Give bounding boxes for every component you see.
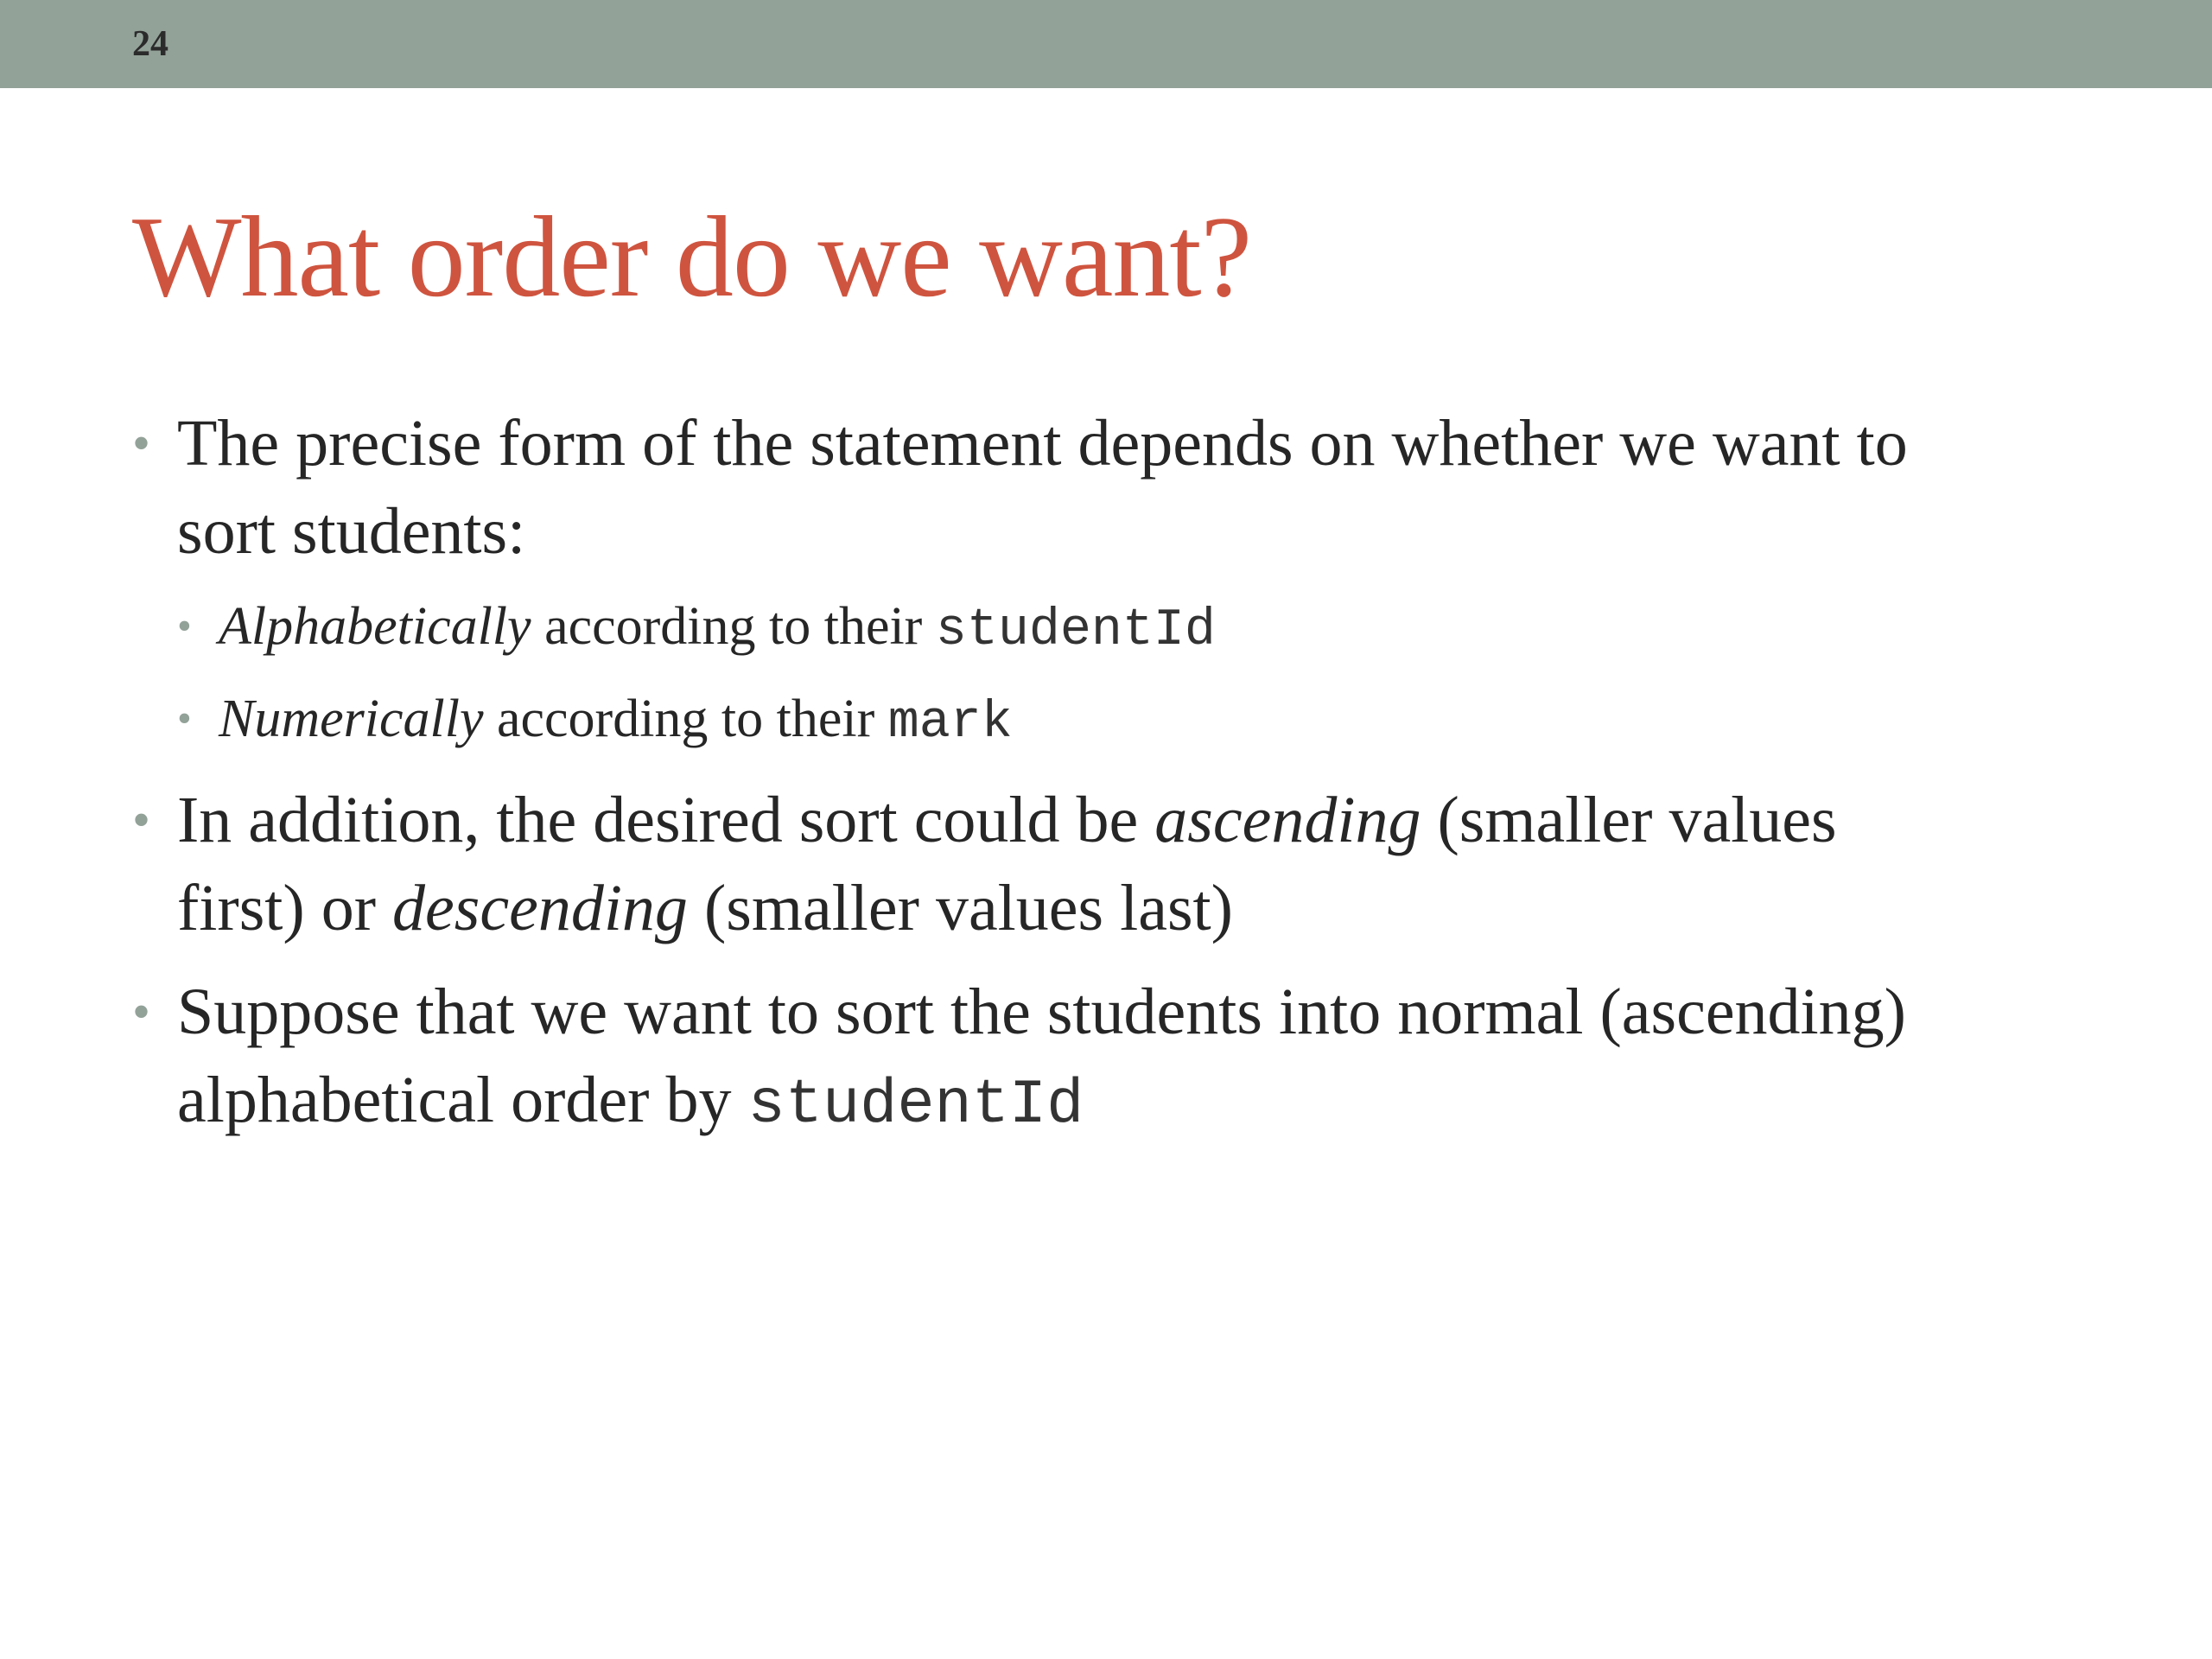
bullet-text: first) or [177,872,393,944]
emphasis-text: ascending [1154,784,1421,856]
bullet-text-line [177,776,2145,864]
bullet-dot-icon: • [132,983,151,1040]
bullet-item [132,399,2145,575]
sub-bullet-item [177,582,2145,675]
slide-number: 24 [132,24,168,64]
bullet-text-line: Suppose that we want to sort the students into normal (ascending) [177,976,1906,1048]
emphasis-text: Alphabetically [219,597,531,656]
bullet-text: (smaller values last) [687,872,1233,944]
bullet-dot-icon: • [132,791,151,849]
bullet-dot-icon: • [177,696,192,741]
bullet-dot-icon: • [132,415,151,472]
slide-body [132,399,2145,1149]
sub-bullet-text: according to their [531,597,936,656]
bullet-text: alphabetical order by [177,1064,748,1136]
bullet-item [132,968,2145,1149]
emphasis-text: descending [392,872,688,944]
slide-title: What order do we want? [132,193,1252,321]
bullet-text: In addition, the desired sort could be [177,784,1155,856]
bullet-text: (smaller values [1421,784,1837,856]
sub-bullet-list [177,582,2145,767]
code-text: mark [887,694,1013,753]
sub-bullet-text: according to their [483,690,888,748]
bullet-text-line [177,1056,2145,1149]
sub-bullet-item [177,675,2145,767]
code-text: studentId [747,1070,1084,1141]
header-bar [0,0,2212,88]
code-text: studentId [935,601,1216,660]
bullet-item [132,776,2145,952]
bullet-text-line: sort students: [177,495,526,568]
bullet-text-line: The precise form of the statement depends on whether we want to [177,407,1908,480]
emphasis-text: Numerically [219,690,484,748]
bullet-dot-icon: • [177,603,192,649]
bullet-text-line [177,864,2145,952]
